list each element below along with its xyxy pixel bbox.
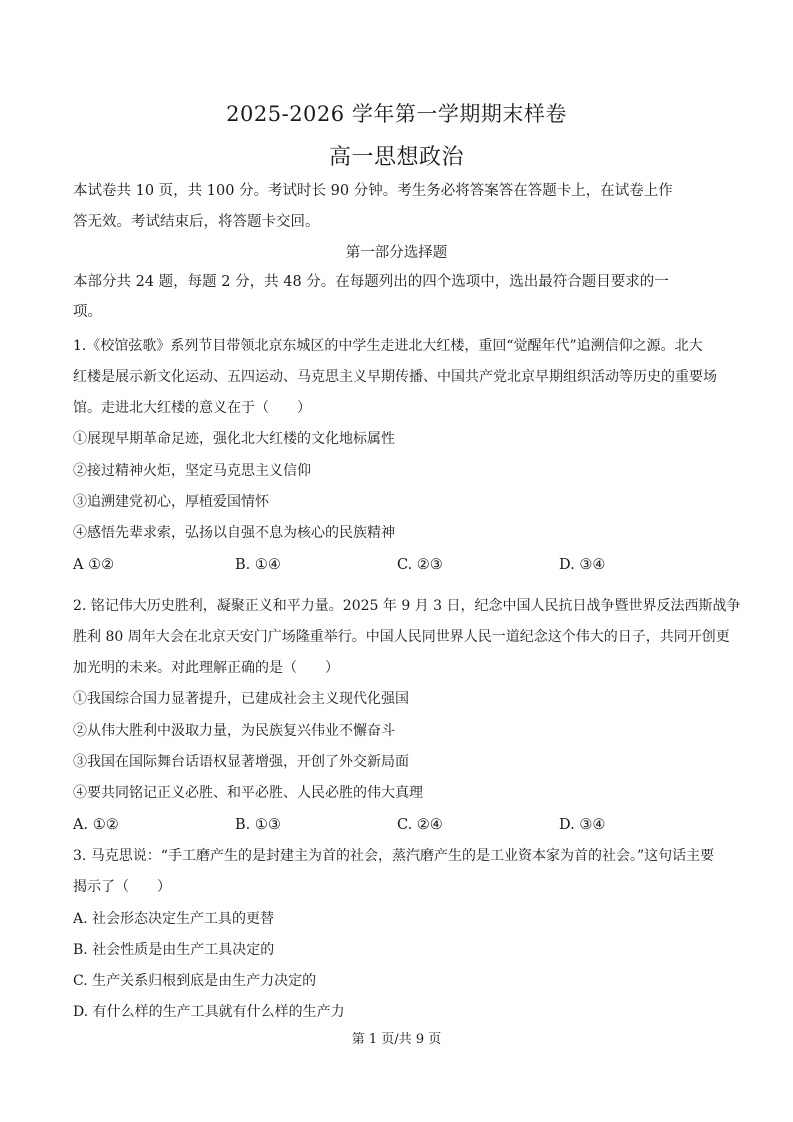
question-options — [73, 815, 723, 835]
question-item: ③我国在国际舞台话语权显著增强，开创了外交新局面 — [73, 754, 409, 770]
question-item: ①我国综合国力显著提升，已建成社会主义现代化强国 — [73, 691, 409, 707]
option-b: B. ①③ — [235, 817, 281, 833]
intro-line-2: 答无效。考试结束后，将答题卡交回。 — [73, 214, 320, 230]
choice-c: C. 生产关系归根到底是由生产力决定的 — [73, 973, 317, 989]
question-item: ①展现早期革命足迹，强化北大红楼的文化地标属性 — [73, 431, 395, 447]
option-b: B. ①④ — [235, 557, 281, 573]
question-item: ③追溯建党初心，厚植爱国情怀 — [73, 494, 269, 510]
option-d: D. ③④ — [559, 557, 606, 573]
choice-b: B. 社会性质是由生产工具决定的 — [73, 942, 275, 958]
option-a: A ①② — [73, 557, 115, 573]
question-stem-line: 加光明的未来。对此理解正确的是（ ） — [73, 660, 339, 676]
question-options — [73, 555, 723, 575]
question-item: ④感悟先辈求索，弘扬以自强不息为核心的民族精神 — [73, 525, 395, 541]
exam-title: 2025-2026 学年第一学期期末样卷 — [226, 102, 567, 126]
option-c: C. ②④ — [397, 817, 443, 833]
question-item: ②从伟大胜利中汲取力量，为民族复兴伟业不懈奋斗 — [73, 723, 395, 739]
option-d: D. ③④ — [559, 817, 606, 833]
question-item: ④要共同铭记正义必胜、和平必胜、人民必胜的伟大真理 — [73, 785, 423, 801]
option-c: C. ②③ — [397, 557, 443, 573]
question-stem-line: 红楼是展示新文化运动、五四运动、马克思主义早期传播、中国共产党北京早期组织活动等历史的重要场 — [73, 369, 717, 385]
choice-d: D. 有什么样的生产工具就有什么样的生产力 — [73, 1004, 345, 1020]
page-footer: 第 1 页/共 9 页 — [351, 1032, 442, 1047]
section-desc-line-2: 项。 — [73, 304, 102, 320]
question-stem-line: 胜利 80 周年大会在北京天安门广场隆重举行。中国人民同世界人民一道纪念这个伟大的日子，共同开创更 — [73, 629, 730, 645]
question-stem-line: 揭示了（ ） — [73, 879, 171, 895]
intro-line-1: 本试卷共 10 页，共 100 分。考试时长 90 分钟。考生务必将答案答在答题卡上，在试卷上作 — [73, 183, 673, 199]
question-stem-line: 1.《校馆弦歌》系列节目带领北京东城区的中学生走进北大红楼，重回“觉醒年代”追溯信仰之源。北大 — [73, 338, 703, 354]
exam-subject: 高一思想政治 — [328, 145, 464, 170]
question-stem-line: 2. 铭记伟大历史胜利，凝聚正义和平力量。2025 年 9 月 3 日，纪念中国人民抗日战争暨世界反法西斯战争 — [73, 598, 741, 614]
question-stem-line: 3. 马克思说：“手工磨产生的是封建主为首的社会，蒸汽磨产生的是工业资本家为首的社会。”这句话主要 — [73, 848, 715, 864]
question-item: ②接过精神火炬，坚定马克思主义信仰 — [73, 463, 311, 479]
section-title: 第一部分选择题 — [345, 245, 448, 261]
section-desc-line-1: 本部分共 24 题，每题 2 分，共 48 分。在每题列出的四个选项中，选出最符合题目要求的一 — [73, 274, 669, 290]
question-stem-line: 馆。走进北大红楼的意义在于（ ） — [73, 400, 311, 416]
option-a: A. ①② — [73, 817, 119, 833]
choice-a: A. 社会形态决定生产工具的更替 — [73, 911, 275, 927]
